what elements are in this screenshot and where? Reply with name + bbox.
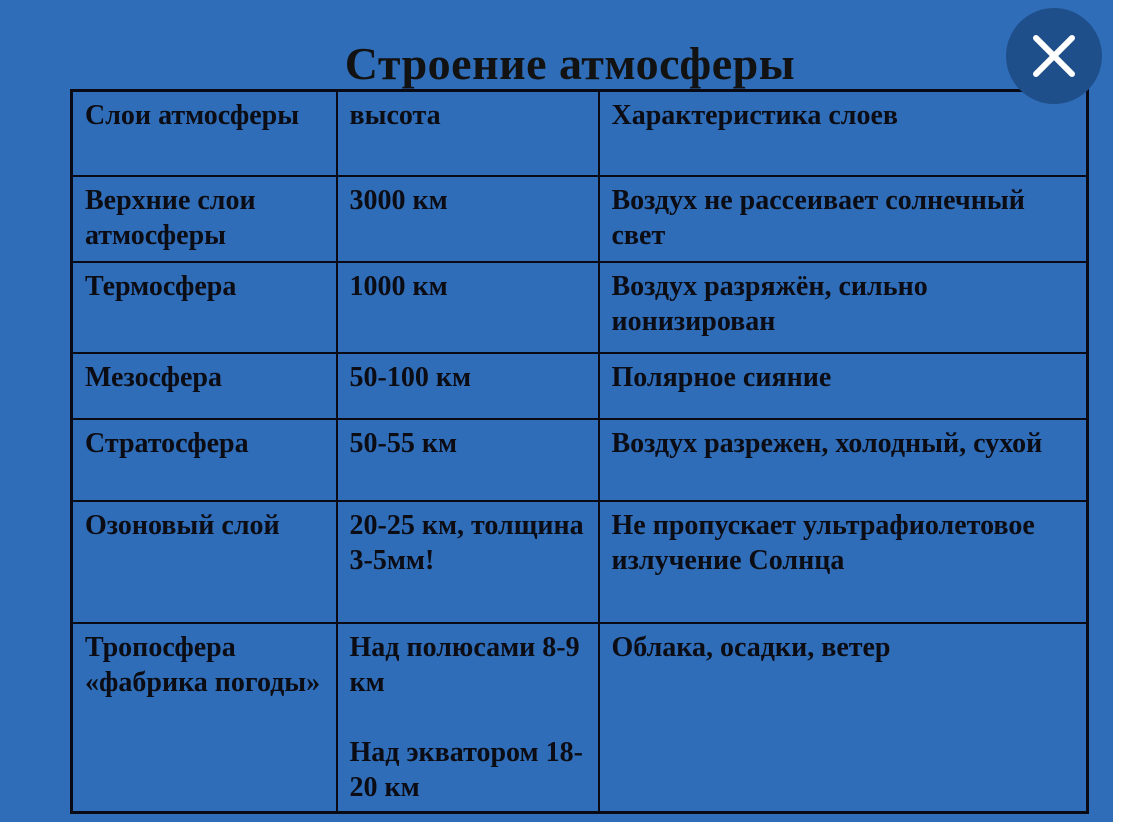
layer-height: 20-25 км, толщина 3-5мм! [337,501,599,623]
layer-characteristic: Полярное сияние [599,353,1088,419]
layer-characteristic: Воздух разряжён, сильно ионизирован [599,262,1088,353]
layer-name: Термосфера [72,262,337,353]
layer-characteristic: Воздух разрежен, холодный, сухой [599,419,1088,501]
layer-name: Мезосфера [72,353,337,419]
height-poles: Над полюсами 8-9 км [349,631,580,698]
header-layers: Слои атмосферы [72,91,337,176]
height-equator: Над экватором 18-20 км [349,736,583,803]
layer-characteristic: Не пропускает ультрафиолетовое излучение Солнца [599,501,1088,623]
table-row [72,419,1088,501]
slide-title: Строение атмосферы [344,38,796,89]
layer-name: Озоновый слой [72,501,337,623]
layer-height: 1000 км [337,262,599,353]
layer-name: Тропосфера «фабрика погоды» [72,623,337,813]
table-row [72,353,1088,419]
table-row [72,176,1088,262]
header-height: высота [337,91,599,176]
table-row [72,623,1088,813]
layer-name: Стратосфера [72,419,337,501]
layer-height [337,623,599,813]
spacer [350,700,588,735]
layer-height: 50-55 км [337,419,599,501]
table-header-row [72,91,1088,176]
layer-characteristic: Облака, осадки, ветер [599,623,1088,813]
layer-height: 50-100 км [337,353,599,419]
close-button[interactable] [1006,8,1102,104]
close-icon [1030,32,1078,80]
layer-name: Верхние слои атмосферы [72,176,337,262]
header-characteristic: Характеристика слоев [599,91,1088,176]
table-row [72,262,1088,353]
table-row [72,501,1088,623]
layer-height: 3000 км [337,176,599,262]
atmosphere-table [70,89,1089,814]
layer-characteristic: Воздух не рассеивает солнечный свет [599,176,1088,262]
